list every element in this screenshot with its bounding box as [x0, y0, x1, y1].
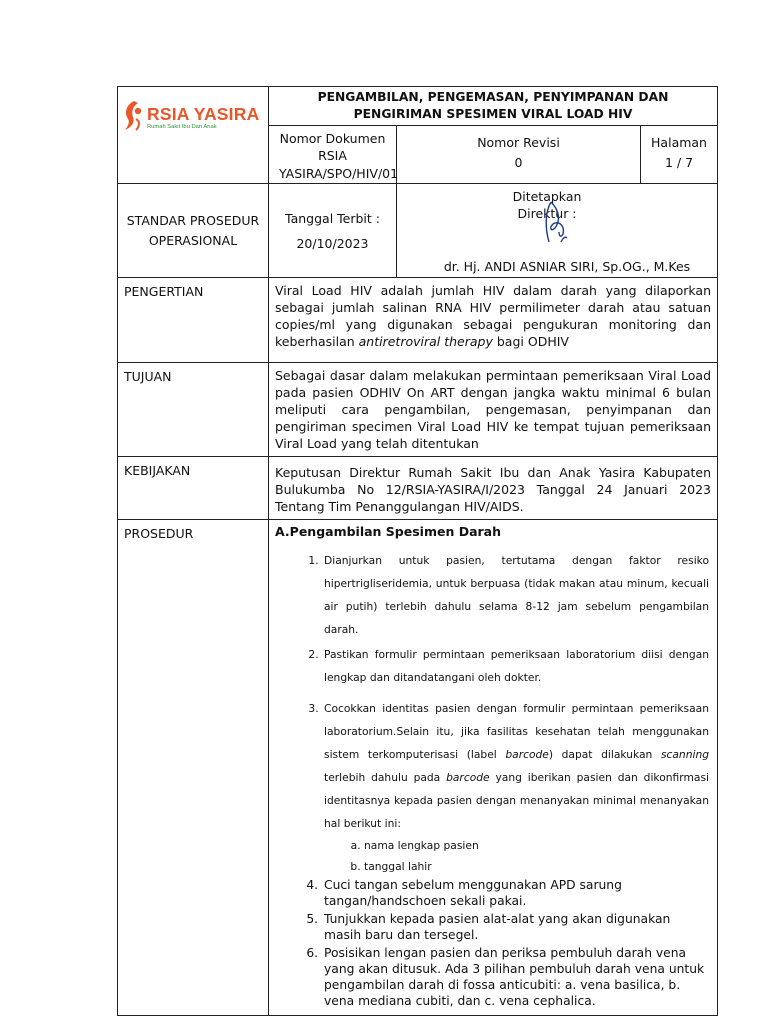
revision-cell [397, 126, 641, 184]
logo-cell [118, 87, 269, 184]
pengertian-text [269, 278, 718, 363]
spo-document-table [117, 86, 718, 1016]
director-signature [537, 198, 577, 248]
prosedur-content [269, 520, 718, 1016]
kebijakan-text: Keputusan Direktur Rumah Sakit Ibu dan Anak Yasira Kabupaten Bulukumba No 12/RSIA-YASIRA/I/2023 Tanggal 24 Januari 2023 Tentang Tim Penanggulangan HIV/AIDS. [269, 457, 718, 520]
hospital-logo [122, 99, 268, 133]
page-cell [641, 126, 718, 184]
procedure-steps [275, 549, 709, 1009]
step-6: 6. Posisikan lengan pasien dan periksa pembuluh darah vena yang akan ditusuk. Ada 3 pilihan pembuluh darah vena untuk pengambilan darah di fossa anticubiti: a. vena basilica, b. vena mediana cubiti, dan c. vena cephalica. [322, 945, 709, 1009]
step-3: 3. Cocokkan identitas pasien dengan formulir permintaan pemeriksaan laboratorium.Selain itu, jika fasilitas kesehatan telah menggunakan sistem terkomputerisasi (label barcode) dapat dilakukan scanning terlebih dahulu pada barcode yang iberikan pasien dan dikonfirmasi identitasnya kepada pasien dengan menanyakan minimal menanyakan hal berikut ini: a. nama lengkap pasien b. tanggal lahir [322, 697, 709, 877]
logo-mark-icon [122, 99, 144, 133]
tujuan-text: Sebagai dasar dalam melakukan permintaan pemeriksaan Viral Load pada pasien ODHIV On ART dengan jangka waktu minimal 6 bulan meliputi cara pengambilan, pengemasan, penyimpanan dan pengiriman specimen Viral Load HIV ke tempat tujuan pemeriksaan Viral Load yang telah ditentukan [269, 363, 718, 457]
step-4: 4. Cuci tangan sebelum menggunakan APD sarung tangan/handschoen sekali pakai. [322, 877, 709, 909]
check-full-name: a. nama lengkap pasien [364, 835, 709, 856]
pengertian-italic: antiretroviral therapy [358, 334, 493, 349]
date-value: 20/10/2023 [296, 235, 369, 251]
document-title: PENGAMBILAN, PENGEMASAN, PENYIMPANAN DAN PENGIRIMAN SPESIMEN VIRAL LOAD HIV [269, 87, 718, 126]
logo-subtitle: Rumah Sakit Ibu Dan Anak [147, 124, 217, 130]
date-label: Tanggal Terbit : [285, 210, 380, 226]
director-label: Direktur : [517, 206, 577, 221]
page-value: 1 / 7 [664, 155, 694, 170]
doc-number-label: Nomor Dokumen [279, 131, 386, 146]
approval-cell [397, 184, 718, 278]
pengertian-label: PENGERTIAN [118, 278, 269, 363]
doc-number-cell [269, 126, 397, 184]
page-label: Halaman [651, 135, 707, 150]
date-cell [269, 184, 397, 278]
pengertian-end: bagi ODHIV [496, 334, 569, 349]
doc-number-value: RSIA YASIRA/SPO/HIV/01 [279, 148, 399, 181]
section-title: A.Pengambilan Spesimen Darah [275, 524, 502, 539]
check-birth-date: b. tanggal lahir [364, 856, 709, 877]
logo-text: RSIA YASIRA [147, 104, 260, 124]
step-2: 2. Pastikan formulir permintaan pemeriksaan laboratorium diisi dengan lengkap dan ditandatangani oleh dokter. [322, 643, 709, 689]
director-name: dr. Hj. ANDI ASNIAR SIRI, Sp.OG., M.Kes [443, 259, 691, 274]
approved-label: Ditetapkan [512, 189, 582, 204]
pengertian-main: Viral Load HIV adalah jumlah HIV dalam darah yang dilaporkan sebagai jumlah salinan RNA HIV permilimeter darah atau satuan copies/ml yang digunakan sebagai pengukuran monitoring dan keberhasilan [275, 283, 712, 349]
identity-checks [324, 835, 709, 877]
step-1: 1. Dianjurkan untuk pasien, tertutama dengan faktor resiko hipertrigliseridemia, untuk berpuasa (tidak makan atau minum, kecuali air putih) terlebih dahulu selama 8-12 jam sebelum pengambilan darah. [322, 549, 709, 641]
step-5: 5. Tunjukkan kepada pasien alat-alat yang akan digunakan masih baru dan tersegel. [322, 911, 709, 943]
revision-value: 0 [514, 155, 523, 170]
kebijakan-label: KEBIJAKAN [118, 457, 269, 520]
prosedur-label: PROSEDUR [118, 520, 269, 1016]
revision-label: Nomor Revisi [477, 135, 560, 150]
tujuan-label: TUJUAN [118, 363, 269, 457]
spo-label: STANDAR PROSEDUR OPERASIONAL [118, 184, 269, 278]
